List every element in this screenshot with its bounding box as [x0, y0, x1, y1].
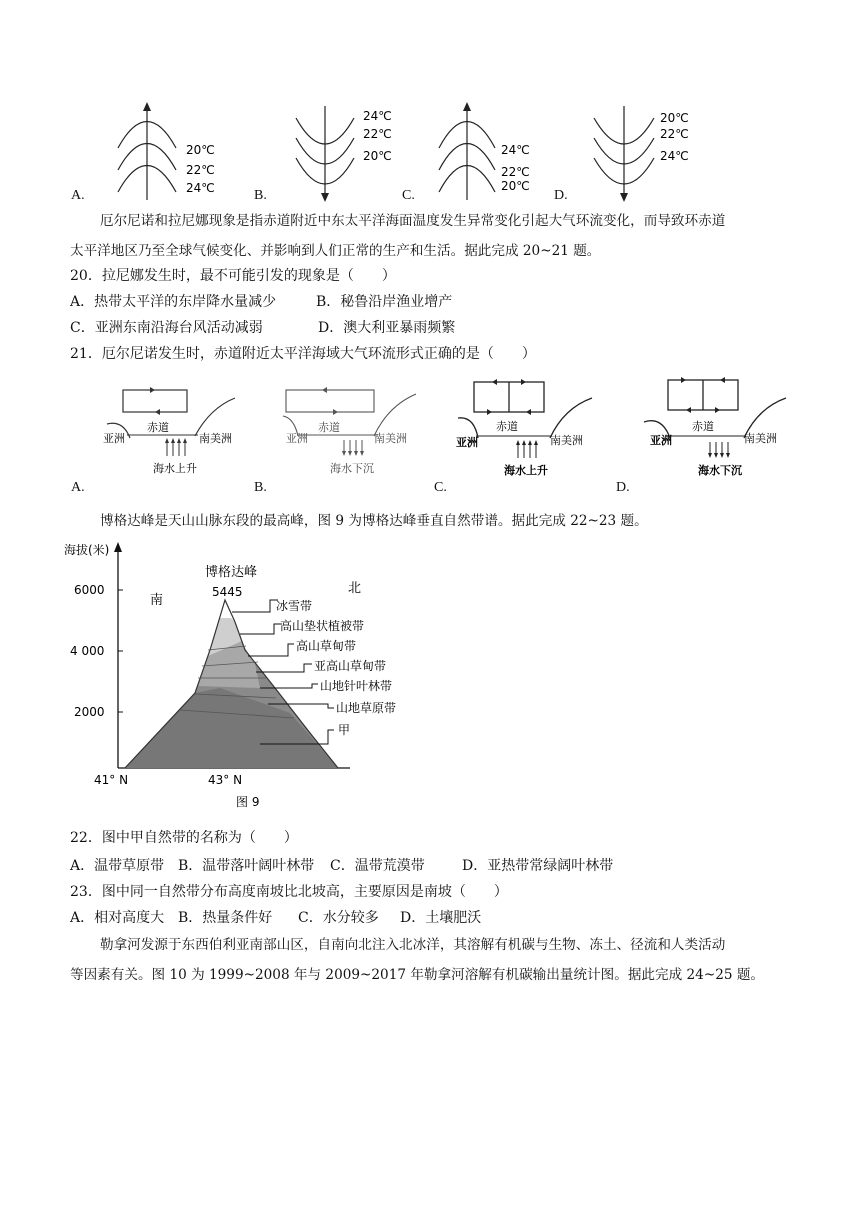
equator-label: 赤道 [496, 420, 518, 433]
q23-option-a: A．相对高度大 [70, 910, 165, 926]
option-letter: C. [402, 188, 415, 203]
isotherm-diagram-c [425, 100, 555, 208]
sea-water-label: 海水下沉 [698, 464, 742, 477]
sea-water-label: 海水上升 [504, 464, 548, 477]
isotherm-diagram-d [580, 100, 710, 208]
zone-alpine-meadow: 高山草甸带 [296, 639, 357, 653]
q22-option-a: A．温带草原带 [70, 858, 165, 874]
y-axis-label: 海拔(米) [64, 543, 110, 557]
equator-label: 赤道 [692, 420, 714, 433]
isotherm-label-2: 22℃ [186, 163, 215, 177]
x-tick-43n: 43° N [208, 773, 243, 787]
north-label: 北 [348, 581, 362, 596]
enso-intro-line2: 太平洋地区乃至全球气候变化、并影响到人们正常的生产和生活。据此完成 20~21 题。 [70, 243, 601, 259]
q22-stem: 22．图中甲自然带的名称为（ ） [70, 830, 298, 846]
option-letter: D. [616, 480, 630, 495]
q20-option-b: B．秘鲁沿岸渔业增产 [316, 294, 453, 310]
q21-option-d [640, 376, 800, 480]
q20-option-a: A．热带太平洋的东岸降水量减少 [70, 294, 277, 310]
isotherm-diagram-a [70, 100, 230, 208]
q23-option-c: C．水分较多 [298, 910, 379, 926]
q23-option-b: B．热量条件好 [178, 910, 273, 926]
isotherm-diagram-b [280, 100, 410, 208]
equator-label: 赤道 [318, 421, 340, 434]
q19-option-d [580, 100, 710, 208]
circulation-diagram-a [95, 380, 245, 480]
q20-option-c: C．亚洲东南沿海台风活动减弱 [70, 320, 263, 336]
figure-9 [60, 538, 420, 816]
asia-label: 亚洲 [650, 434, 672, 447]
asia-label: 亚洲 [286, 432, 308, 445]
bogda-zonation-diagram [60, 538, 420, 816]
isotherm-label-3: 24℃ [660, 149, 689, 163]
isotherm-label-3: 24℃ [186, 181, 215, 195]
option-letter: A. [71, 480, 85, 495]
sea-water-label: 海水下沉 [330, 462, 374, 475]
isotherm-label-3: 20℃ [501, 179, 530, 193]
south-label: 南 [150, 593, 164, 608]
q21-stem: 21．厄尔尼诺发生时，赤道附近太平洋海域大气环流形式正确的是（ ） [70, 346, 536, 362]
q22-option-b: B．温带落叶阔叶林带 [178, 858, 315, 874]
q21-option-c [452, 378, 602, 480]
equator-label: 赤道 [147, 421, 169, 434]
isotherm-label-1: 24℃ [363, 109, 392, 123]
zone-alpine-cushion: 高山垫状植被带 [280, 619, 365, 633]
south-america-label: 南美洲 [374, 432, 407, 445]
south-america-label: 南美洲 [199, 432, 232, 445]
lena-intro-line2: 等因素有关。图 10 为 1999~2008 年与 2009~2017 年勒拿河溶解有机碳输出量统计图。据此完成 24~25 题。 [70, 967, 765, 983]
zone-montane-steppe: 山地草原带 [336, 701, 397, 715]
isotherm-label-2: 22℃ [363, 127, 392, 141]
bogda-intro: 博格达峰是天山山脉东段的最高峰，图 9 为博格达峰垂直自然带谱。据此完成 22~23 题。 [100, 513, 648, 529]
q19-option-c [425, 100, 555, 208]
q23-stem: 23．图中同一自然带分布高度南坡比北坡高，主要原因是南坡（ ） [70, 884, 508, 900]
peak-name: 博格达峰 [205, 565, 258, 580]
circulation-diagram-b [278, 380, 428, 480]
q22-option-c: C．温带荒漠带 [330, 858, 425, 874]
zone-subalpine-meadow: 亚高山草甸带 [314, 659, 387, 673]
circulation-diagram-d [640, 376, 800, 480]
option-letter: A. [71, 188, 85, 203]
option-letter: B. [254, 480, 267, 495]
isotherm-label-1: 20℃ [186, 143, 215, 157]
q22-option-d: D．亚热带常绿阔叶林带 [462, 858, 614, 874]
x-tick-41n: 41° N [94, 773, 129, 787]
zone-ice-snow: 冰雪带 [276, 599, 313, 613]
lena-intro-line1: 勒拿河发源于东西伯利亚南部山区，自南向北注入北冰洋，其溶解有机碳与生物、冻土、径流和人类活动 [100, 937, 726, 953]
circulation-diagram-c [452, 378, 602, 480]
asia-label: 亚洲 [456, 436, 478, 449]
q20-option-d: D．澳大利亚暴雨频繁 [318, 320, 456, 336]
y-tick-4000: 4 000 [70, 644, 105, 658]
isotherm-label-1: 24℃ [501, 143, 530, 157]
q21-option-a [95, 380, 245, 480]
sea-water-label: 海水上升 [153, 462, 197, 475]
figure-caption: 图 9 [236, 795, 260, 809]
option-letter: B. [254, 188, 267, 203]
enso-intro-line1: 厄尔尼诺和拉尼娜现象是指赤道附近中东太平洋海面温度发生异常变化引起大气环流变化，而导致环赤道 [100, 213, 726, 229]
q19-option-b [280, 100, 410, 208]
q20-stem: 20．拉尼娜发生时，最不可能引发的现象是（ ） [70, 268, 396, 284]
zone-montane-conifer: 山地针叶林带 [320, 679, 393, 693]
q23-option-d: D．土壤肥沃 [400, 910, 482, 926]
q21-option-b [278, 380, 428, 480]
option-letter: D. [554, 188, 568, 203]
south-america-label: 南美洲 [744, 432, 777, 445]
y-tick-6000: 6000 [74, 583, 105, 597]
y-tick-2000: 2000 [74, 705, 105, 719]
isotherm-label-3: 20℃ [363, 149, 392, 163]
isotherm-label-2: 22℃ [660, 127, 689, 141]
option-letter: C. [434, 480, 447, 495]
asia-label: 亚洲 [103, 432, 125, 445]
q19-option-a [70, 100, 230, 208]
isotherm-label-1: 20℃ [660, 111, 689, 125]
zone-jia: 甲 [338, 723, 351, 737]
isotherm-label-2: 22℃ [501, 165, 530, 179]
peak-height: 5445 [212, 585, 243, 599]
south-america-label: 南美洲 [550, 434, 583, 447]
